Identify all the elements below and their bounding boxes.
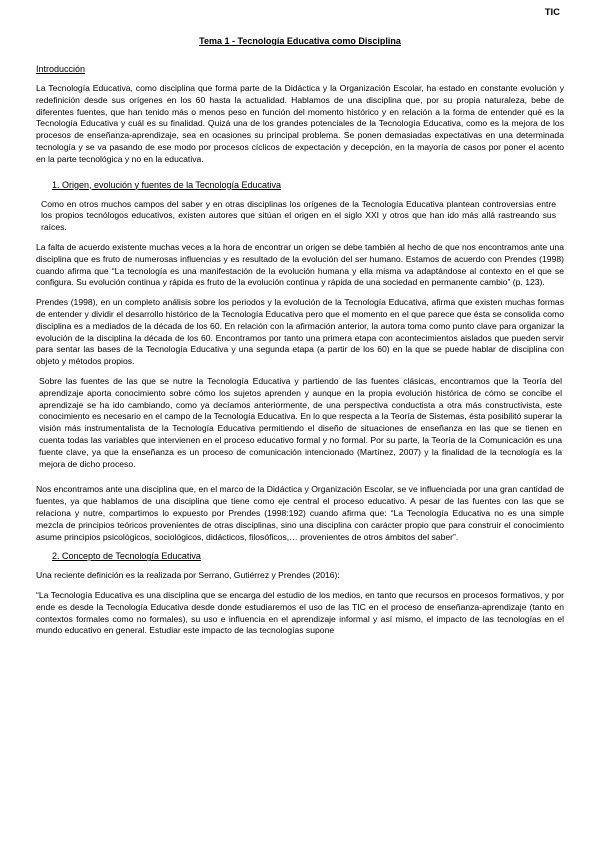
document-title: Tema 1 - Tecnología Educativa como Disciplina xyxy=(199,36,401,46)
section1-heading: 1. Origen, evolución y fuentes de la Tecnología Educativa xyxy=(52,179,281,190)
section2-heading: 2. Concepto de Tecnología Educativa xyxy=(52,551,201,562)
section1-paragraph-4: Sobre las fuentes de las que se nutre la Tecnología Educativa y partiendo de las fuentes clásicas, encontramos que la Teoría del aprendizaje aporta conocimiento sobre cómo los sujetos aprenden y aunque en la propia evolución histórica de cómo se concibe el aprendizaje se ha ido cambiando, como ya decíamos anteriormente, de una perspectiva conductista a otra más constructivista, este conocimiento es necesario en el campo de la Tecnología Educativa. En lo que respecta a la Teoría de Sistemas, ésta posibilitó superar la visión más instrumentalista de la Tecnología Educativa permitiendo el diseño de situaciones de enseñanza en las que se tienen en cuenta todas las variables que intervienen en el proceso educativo formal y no formal. Por su parte, la Teoría de la Comunicación es una fuente clave, ya que la enseñanza es un proceso de comunicación intencionado (Martínez, 2007) y la finalidad de la tecnología es la mejora de dicho proceso. xyxy=(39,375,562,469)
section1-paragraph-1: Como en otros muchos campos del saber y en otras disciplinas los orígenes de la Tecnología Educativa plantean controversias entre los propios tecnólogos educativos, existen autores que sitúan el origen en el siglo XXI y otros que han ido más allá rastreando sus raíces. xyxy=(41,198,556,233)
section2-paragraph-2: “La Tecnología Educativa es una disciplina que se encarga del estudio de los medios, en tanto que recursos en procesos formativos, y por ende es desde la Tecnología Educativa desde donde estudiaremos el uso de las TIC en el proceso de enseñanza-aprendizaje (tanto en contextos formales como no formales), su uso e influencia en el aprendizaje informal y así mismo, el impacto de las tecnologías en el mundo educativo en general. Estudiar este impacto de las tecnologías supone xyxy=(36,590,564,636)
section1-paragraph-5: Nos encontramos ante una disciplina que, en el marco de la Didáctica y Organización Escolar, se ve influenciada por una gran cantidad de fuentes, ya que hablamos de una disciplina que tiene como eje central el proceso educativo. A pesar de las fuentes con las que se relaciona y nutre, compartimos lo expuesto por Prendes (1998:192) cuando afirma que: “La Tecnología Educativa no es una simple mezcla de principios teóricos provenientes de otras disciplinas, sino una disciplina con carácter propio que para construir el conocimiento asume principios psicológicos, sociológicos, didácticos, filosóficos,… provenientes de otros ámbitos del saber”. xyxy=(36,484,564,542)
intro-paragraph: La Tecnología Educativa, como disciplina que forma parte de la Didáctica y la Organización Escolar, ha estado en constante evolución y redefinición desde sus orígenes en los 60 hasta la actualidad. Hablamos de una disciplina que, por su propia naturaleza, bebe de diferentes fuentes, que han tenido más o menos peso en función del momento histórico y en relación a la forma de entender qué es la Tecnología Educativa y cuál es su finalidad. Quizá una de los grandes potenciales de la Tecnología Educativa, como es la mejora de los procesos de enseñanza-aprendizaje, sea en ocasiones su principal problema. Se ponen demasiadas expectativas en una determinada tecnología y se va pasando de ese modo por procesos cíclicos de expectación y decepción, en la mayoría de casos por poner el acento en la parte tecnológica y no en la educativa. xyxy=(36,83,564,164)
header-tag: TIC xyxy=(544,7,560,18)
section1-paragraph-3: Prendes (1998), en un completo análisis sobre los periodos y la evolución de la Tecnología Educativa, afirma que existen muchas formas de entender y dividir el desarrollo histórico de la Tecnología Educativa pero que el momento en el que parece que ésta se consolida como disciplina es a mediados de la década de los 60. En relación con la afirmación anterior, la autora toma como punto clave para organizar la evolución de la disciplina la década de los 60. Encontramos por tanto una primera etapa con acontecimientos aislados que pueden servir para sentar las bases de la Tecnología Educativa y una segunda etapa (a partir de los 60) en la que se puede hablar de disciplina con objeto y métodos propios. xyxy=(36,297,564,367)
section2-paragraph-1: Una reciente definición es la realizada por Serrano, Gutiérrez y Prendes (2016): xyxy=(36,570,340,581)
document-page xyxy=(36,36,564,645)
intro-heading: Introducción xyxy=(36,64,86,74)
section1-paragraph-2: La falta de acuerdo existente muchas veces a la hora de encontrar un origen se debe también al hecho de que nos encontramos ante una disciplina que es fruto de numerosas influencias y es resultado de la evolución del ser humano. Estamos de acuerdo con Prendes (1998) cuando afirma que “La tecnología es una manifestación de la evolución humana y ella misma va adaptándose al contexto en el que se configura. Su evolución continua y rápida es fruto de la evolución continua y rápida de una sociedad en permanente cambio” (p. 123). xyxy=(36,241,564,288)
